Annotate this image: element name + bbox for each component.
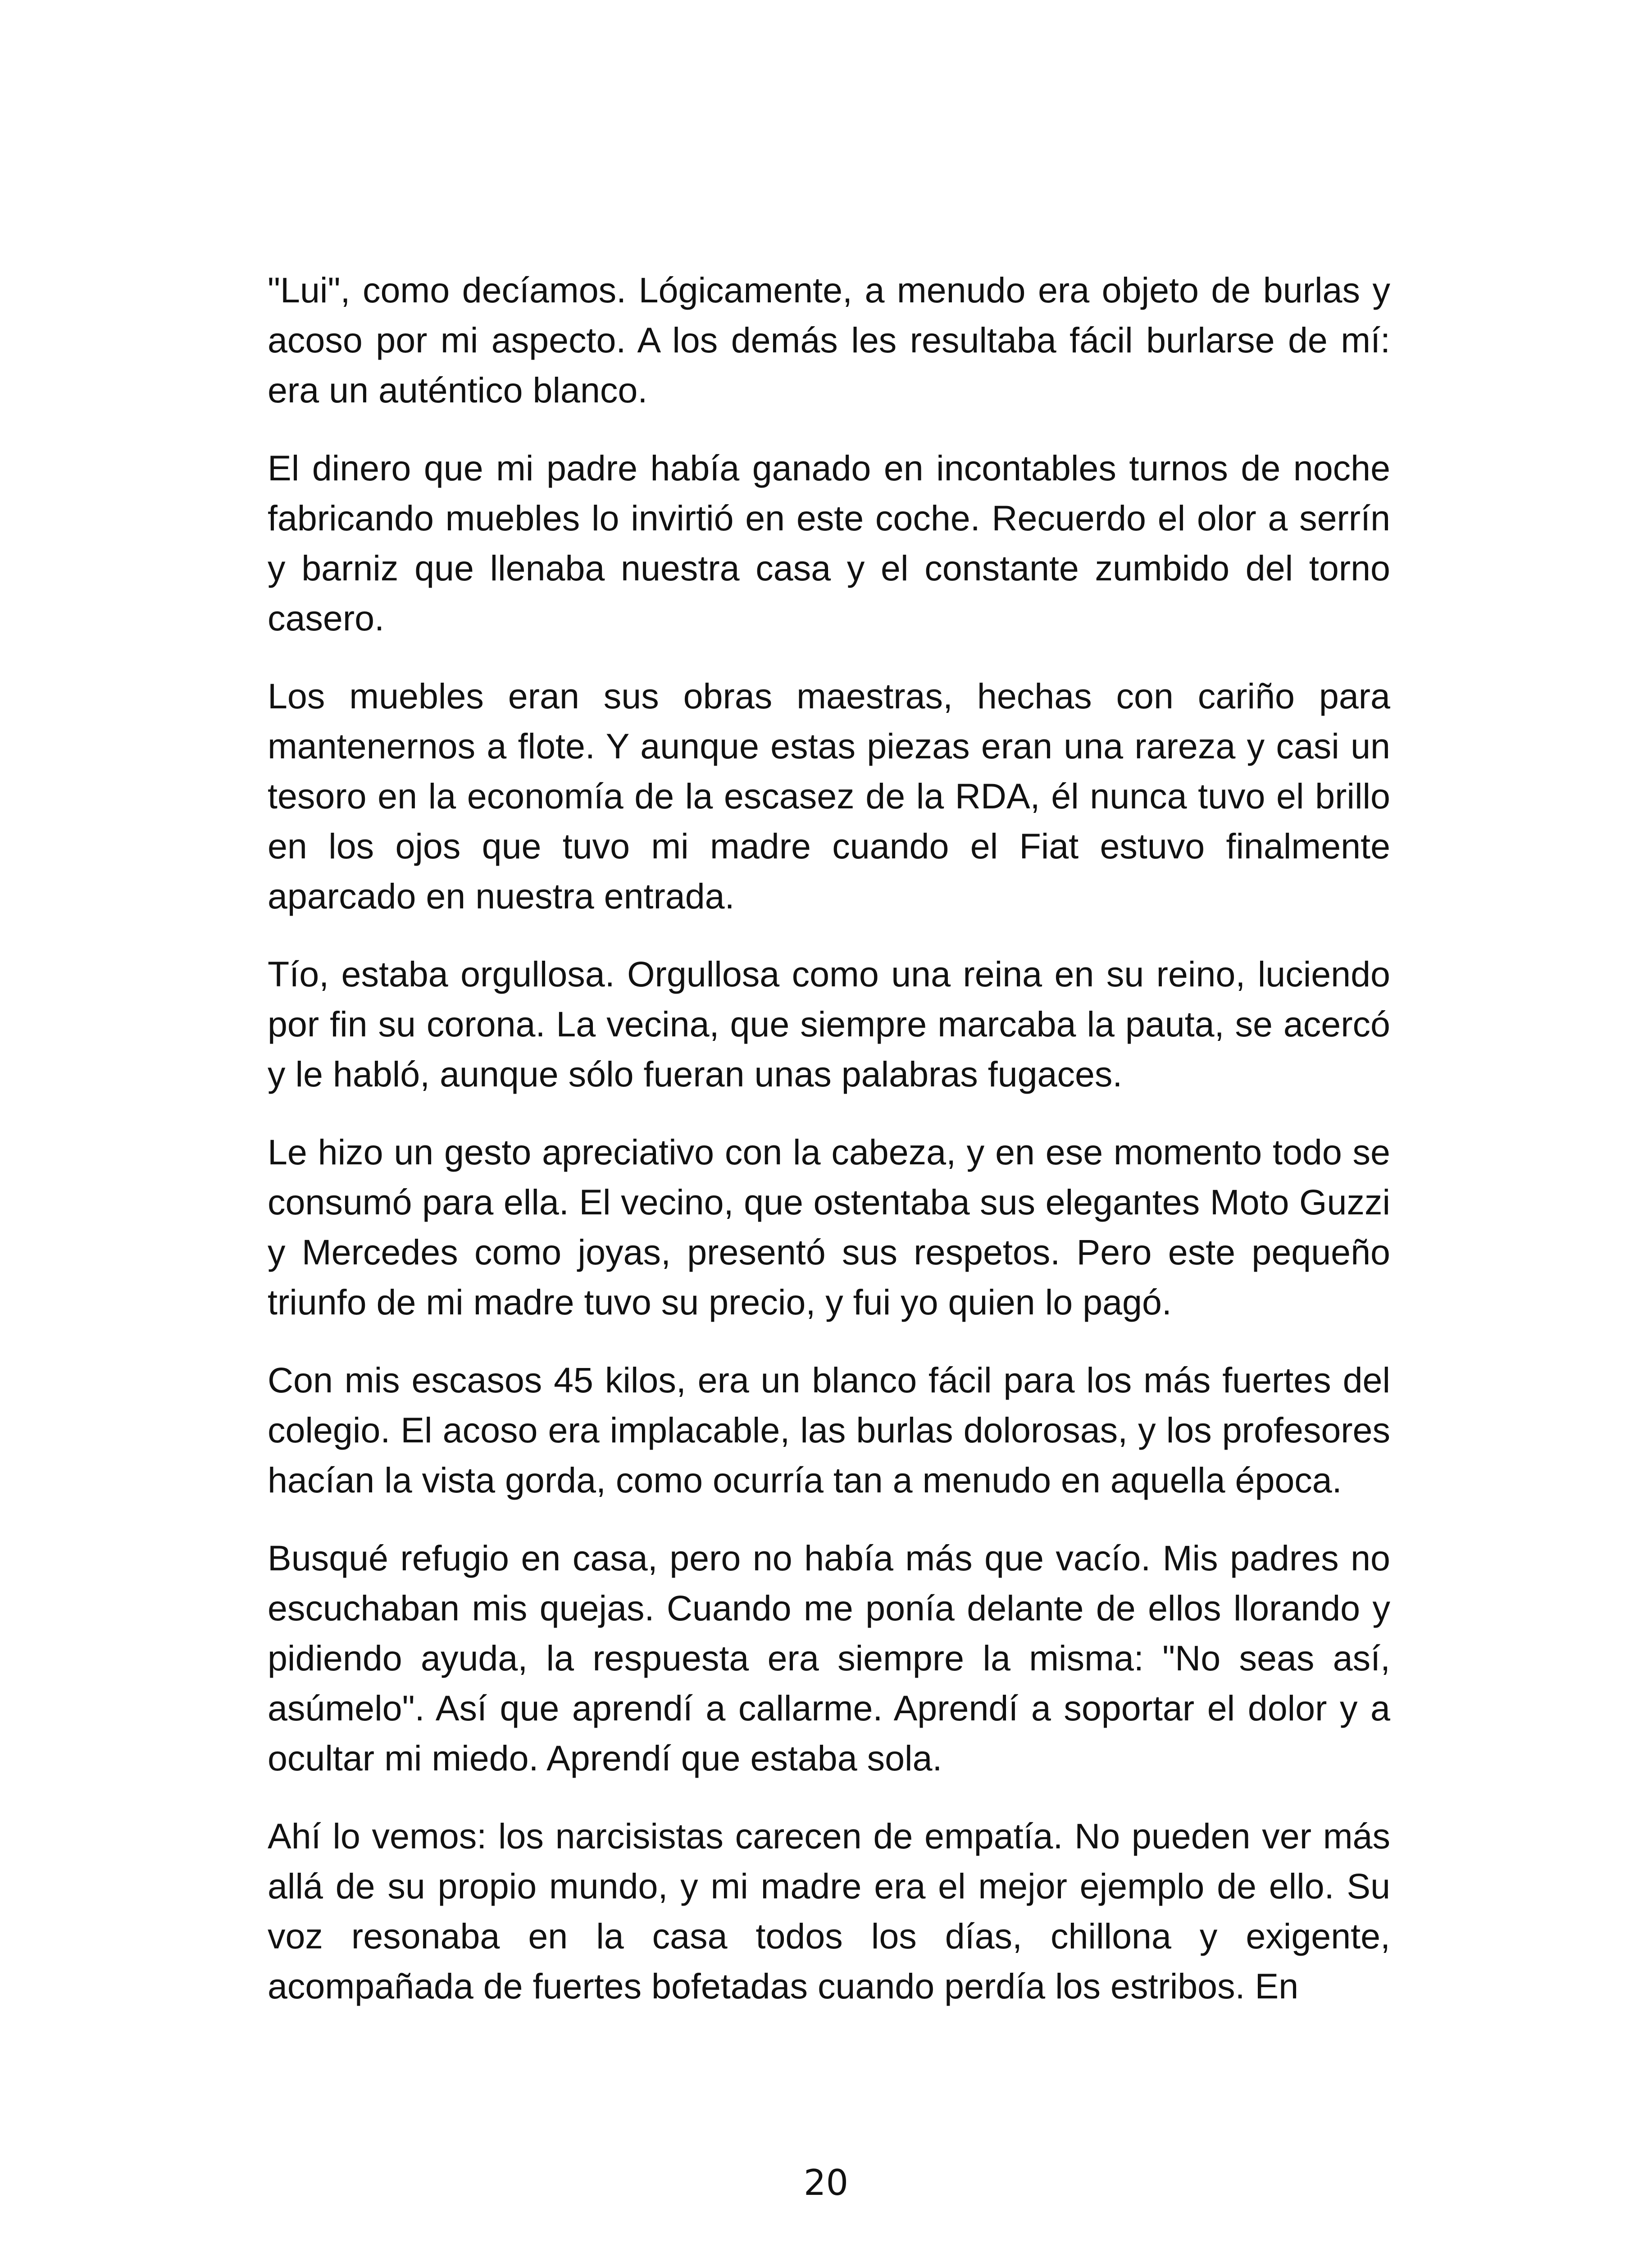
body-text	[268, 265, 1390, 2011]
paragraph-5: Le hizo un gesto apreciativo con la cabeza, y en ese momento todo se consumó para ella. El vecino, que ostentaba sus elegantes Moto Guzzi y Mercedes como joyas, presentó sus respetos. Pero este pequeño triunfo de mi madre tuvo su precio, y fui yo quien lo pagó.	[268, 1132, 1390, 1322]
paragraph-3: Los muebles eran sus obras maestras, hechas con cariño para mantenernos a flote. Y aunque estas piezas eran una rareza y casi un tesoro en la economía de la escasez de la RDA, él nunca tuvo el brillo en los ojos que tuvo mi madre cuando el Fiat estuvo finalmente aparcado en nuestra entrada.	[268, 676, 1390, 916]
paragraph-6: Con mis escasos 45 kilos, era un blanco fácil para los más fuertes del colegio. El acoso era implacable, las burlas dolorosas, y los profesores hacían la vista gorda, como ocurría tan a menudo en aquella época.	[268, 1360, 1390, 1500]
paragraph-8: Ahí lo vemos: los narcisistas carecen de empatía. No pueden ver más allá de su propio mundo, y mi madre era el mejor ejemplo de ello. Su voz resonaba en la casa todos los días, chillona y exigente, acompañada de fuertes bofetadas cuando perdía los estribos. En	[268, 1816, 1390, 2006]
page-number: 20	[803, 2163, 849, 2203]
paragraph-4: Tío, estaba orgullosa. Orgullosa como una reina en su reino, luciendo por fin su corona. La vecina, que siempre marcaba la pauta, se acercó y le habló, aunque sólo fueran unas palabras fugaces.	[268, 954, 1390, 1094]
paragraph-1: "Lui", como decíamos. Lógicamente, a menudo era objeto de burlas y acoso por mi aspecto. A los demás les resultaba fácil burlarse de mí: era un auténtico blanco.	[268, 270, 1390, 410]
paragraph-2: El dinero que mi padre había ganado en incontables turnos de noche fabricando muebles lo invirtió en este coche. Recuerdo el olor a serrín y barniz que llenaba nuestra casa y el constante zumbido del torno casero.	[268, 448, 1390, 638]
paragraph-7: Busqué refugio en casa, pero no había más que vacío. Mis padres no escuchaban mis quejas. Cuando me ponía delante de ellos llorando y pidiendo ayuda, la respuesta era siempre la misma: "No seas así, asúmelo". Así que aprendí a callarme. Aprendí a soportar el dolor y a ocultar mi miedo. Aprendí que estaba sola.	[268, 1538, 1390, 1778]
